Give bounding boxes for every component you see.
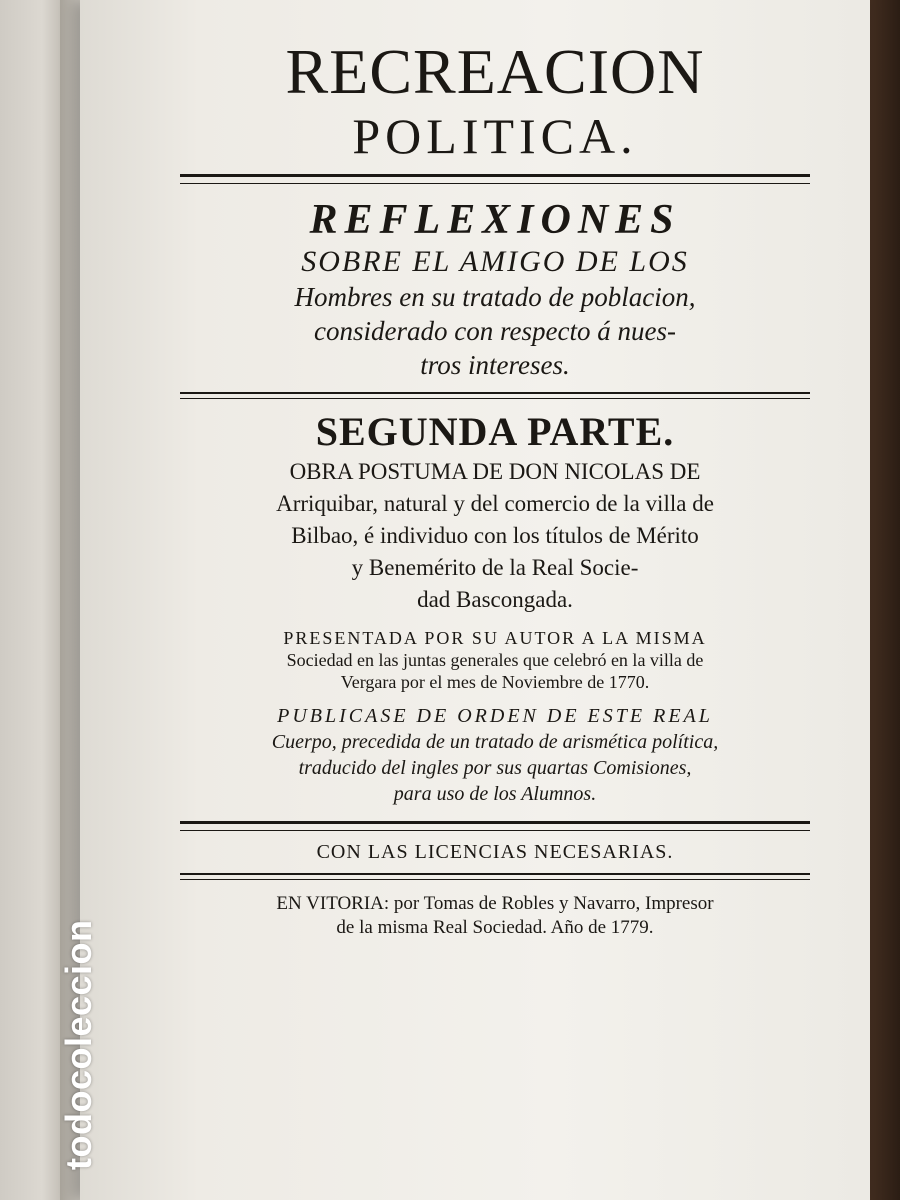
title-page-text <box>170 36 820 940</box>
divider-rule <box>180 174 810 184</box>
author-line: y Benemérito de la Real Socie- <box>351 555 639 580</box>
author-block <box>170 457 820 615</box>
publication-line: para uso de los Alumnos. <box>393 783 597 805</box>
subtitle-line: considerado con respecto á nues- <box>314 316 676 346</box>
presentation-line: Vergara por el mes de Noviembre de 1770. <box>340 672 650 692</box>
presentation-line: Sociedad en las juntas generales que celebró en la villa de <box>286 650 704 670</box>
imprint-line: EN VITORIA: por Tomas de Robles y Navarro, Impresor <box>276 893 714 914</box>
author-line: Arriquibar, natural y del comercio de la villa de <box>276 491 714 516</box>
imprint-line: de la misma Real Sociedad. Año de 1779. <box>336 917 654 938</box>
subtitle-line: SOBRE EL AMIGO DE LOS <box>301 245 689 278</box>
presentation-line: PRESENTADA POR SU AUTOR A LA MISMA <box>283 628 707 648</box>
title-line-1: RECREACION <box>285 36 705 107</box>
divider-rule <box>180 873 810 880</box>
licenses-line: CON LAS LICENCIAS NECESARIAS. <box>316 841 674 863</box>
title-line-2: POLITICA. <box>352 108 638 164</box>
author-line: Bilbao, é individuo con los títulos de Mérito <box>291 523 699 548</box>
presentation-block <box>170 627 820 693</box>
part-heading: SEGUNDA PARTE. <box>315 409 675 454</box>
subtitle-line: Hombres en su tratado de poblacion, <box>294 282 696 312</box>
author-line: dad Bascongada. <box>417 587 573 612</box>
author-line: OBRA POSTUMA DE DON NICOLAS DE <box>289 459 701 484</box>
watermark-logo <box>22 880 99 1180</box>
watermark-text: todocoleccion <box>58 919 99 1170</box>
subtitle-main: REFLEXIONES <box>309 197 681 243</box>
divider-rule <box>180 821 810 831</box>
subtitle-line: tros intereses. <box>420 350 570 380</box>
publication-block <box>170 703 820 807</box>
title-page <box>80 0 870 1200</box>
publication-line: Cuerpo, precedida de un tratado de arismética política, <box>271 731 719 753</box>
publication-line: traducido del ingles por sus quartas Comisiones, <box>298 757 692 779</box>
imprint-block <box>170 892 820 940</box>
divider-rule <box>180 392 810 399</box>
publication-line: PUBLICASE DE ORDEN DE ESTE REAL <box>277 705 713 727</box>
